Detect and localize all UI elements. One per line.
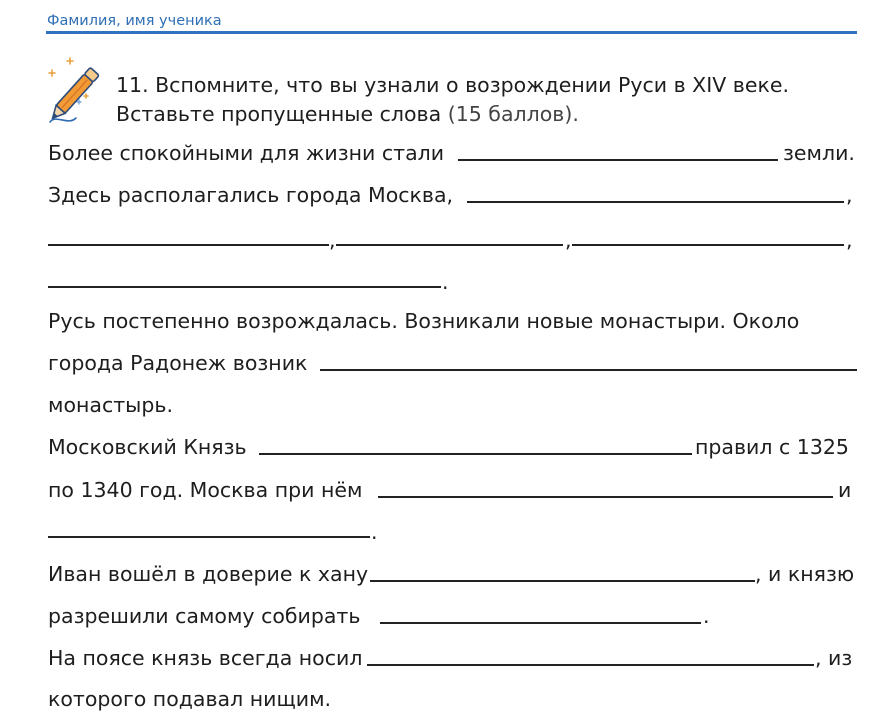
answer-blank[interactable] xyxy=(378,496,833,498)
text-line: Более спокойными для жизни стали xyxy=(48,141,445,165)
text-line: монастырь. xyxy=(48,393,173,417)
text-line: Здесь располагались города Москва, xyxy=(48,183,454,207)
text-fragment: . xyxy=(371,520,378,544)
answer-blank[interactable] xyxy=(458,159,778,161)
text-fragment: . xyxy=(442,270,449,294)
text-line: по 1340 год. Москва при нём xyxy=(48,478,363,502)
text-fragment: , и князю xyxy=(755,562,855,586)
answer-blank[interactable] xyxy=(48,286,441,288)
text-fragment: земли. xyxy=(783,141,855,165)
task-subtitle xyxy=(116,100,789,129)
answer-blank[interactable] xyxy=(370,580,755,582)
text-fragment: , xyxy=(846,183,853,207)
text-line: города Радонеж возник xyxy=(48,351,308,375)
answer-blank[interactable] xyxy=(259,453,692,455)
text-fragment: , xyxy=(329,228,336,252)
text-fragment: , xyxy=(565,228,572,252)
text-line: разрешили самому собирать xyxy=(48,604,361,628)
answer-blank[interactable] xyxy=(320,369,857,371)
text-fragment: . xyxy=(703,604,710,628)
answer-blank[interactable] xyxy=(336,244,563,246)
text-line: Московский Князь xyxy=(48,435,247,459)
text-fragment: и xyxy=(838,478,852,502)
pencil-icon xyxy=(46,56,108,126)
task-points: (15 баллов). xyxy=(447,102,579,126)
answer-blank[interactable] xyxy=(467,201,844,203)
task-title: 11. Вспомните, что вы узнали о возрождении Руси в XIV веке. xyxy=(116,73,790,97)
answer-blank[interactable] xyxy=(572,244,844,246)
text-line: На поясе князь всегда носил xyxy=(48,646,363,670)
answer-blank[interactable] xyxy=(48,244,329,246)
answer-blank[interactable] xyxy=(367,664,814,666)
text-fragment: , из xyxy=(815,646,853,670)
answer-blank[interactable] xyxy=(380,622,701,624)
header-divider xyxy=(46,31,857,34)
text-line: Иван вошёл в доверие к хану xyxy=(48,562,369,586)
task-instruction xyxy=(116,71,789,129)
task-subtitle-main: Вставьте пропущенные слова xyxy=(116,102,442,126)
text-line: которого подавал нищим. xyxy=(48,687,332,711)
answer-blank[interactable] xyxy=(48,536,370,538)
text-line: Русь постепенно возрождалась. Возникали новые монастыри. Около xyxy=(48,309,800,333)
text-fragment: правил с 1325 xyxy=(695,435,849,459)
student-name-label: Фамилия, имя ученика xyxy=(47,13,222,29)
text-fragment: , xyxy=(846,228,853,252)
